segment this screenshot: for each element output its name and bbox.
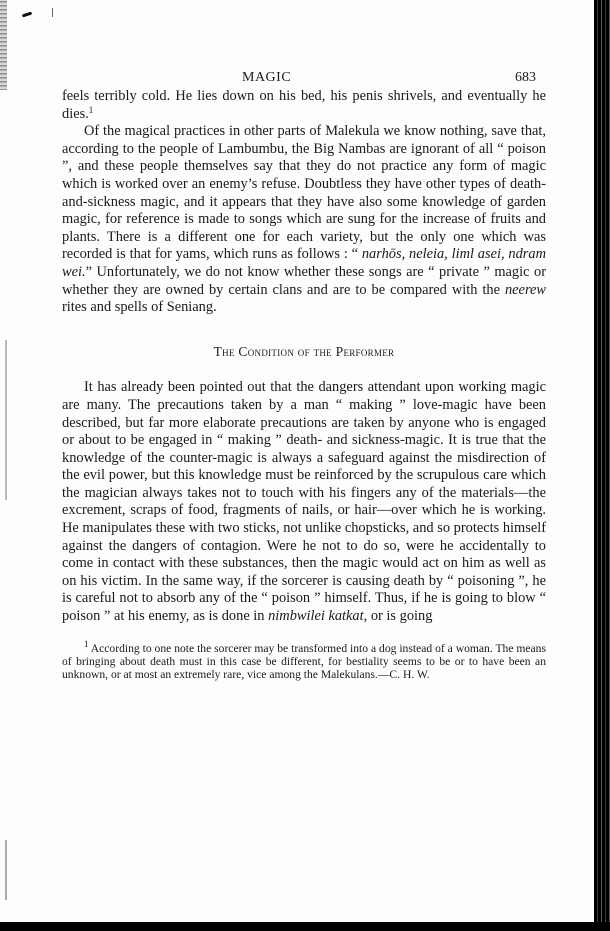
native-song-text: narhōs, neleia, liml asei, ndram wei. [62,246,546,280]
running-head-title: MAGIC [242,70,292,85]
scan-bottom-border [0,922,610,931]
scan-speck [52,8,53,17]
paragraph-text: , or is going [363,608,433,625]
running-head [62,70,546,88]
footnote-marker: 1 [84,638,89,649]
native-term: nimbwilei katkat [268,608,364,625]
paragraph-text: Of the magical practices in other parts of Malekula we know nothing, save that, according to the people of Lambumbu, the Big Nambas are ignorant of all “ poison ”, and these people themselves say that they do not practice any form of magic which is worked over an enemy’s refuse. Doubtless they have other types of death-and-sickness magic, and it appears that they have also some knowledge of garden magic, for reference is made to songs which are sung for the increase of fruits and plants. There is a different one for each variety, but the only one which was recorded is that for yams, which runs as follows : “ [62,123,546,263]
paragraph-text: feels terribly cold. He lies down on his bed, his penis shrivels, and eventually he dies. [62,88,546,122]
footnotes [62,638,546,682]
page-number: 683 [515,70,536,85]
scan-margin-line [5,340,7,500]
paragraph-continuation [62,88,546,123]
scan-speck [22,12,32,18]
scan-margin-noise [0,0,7,90]
paragraph-text: It has already been pointed out that the dangers attendant upon working magic are many. The precautions taken by a man “ making ” love-magic have been described, but far more elaborate precautions are taken by anyone who is engaged or about to be engaged in “ making ” death- and sickness-magic. It is true that the knowledge of the counter-magic is always a safeguard against the misdirection of the evil power, but this knowledge must be reinforced by the scrupulous care which the magician always takes not to touch with his fingers any of the materials—the excrement, scraps of food, fragments of nails, or hair—over which he is working. He manipulates these with two sticks, not unlike chopsticks, and so protects himself against the dangers of contagion. Were he not to do so, were he accidentally to come in contact with these substances, then the magic would act on him as well as on his victim. In the same way, if the sorcerer is causing death by “ poisoning ”, he is careful not to absorb any of the “ poison ” himself. Thus, if he is going to blow “ poison ” at his enemy, as is done in [62,379,546,625]
paragraph-text: rites and spells of Seniang. [62,299,217,316]
scan-margin-line [5,840,7,900]
footnote-text: According to one note the sorcerer may be transformed into a dog instead of a woman. The means of bringing about death must in this case be different, for bestiality seems to be or to have been an unknown, or at most an extremely rare, vice among the Malekulans.—C. H. W. [62,641,546,682]
paragraph [62,379,546,625]
page-body [62,88,546,681]
paragraph [62,123,546,317]
paragraph-text: ” Unfortunately, we do not know whether these songs are “ private ” magic or whether they are owned by certain clans and are to be compared with the [62,263,546,298]
footnote-reference: 1 [88,104,94,115]
native-term: neerew [504,281,546,298]
section-heading: The Condition of the Performer [213,343,395,359]
footnote [62,638,546,682]
book-edge-shadow [594,0,610,931]
